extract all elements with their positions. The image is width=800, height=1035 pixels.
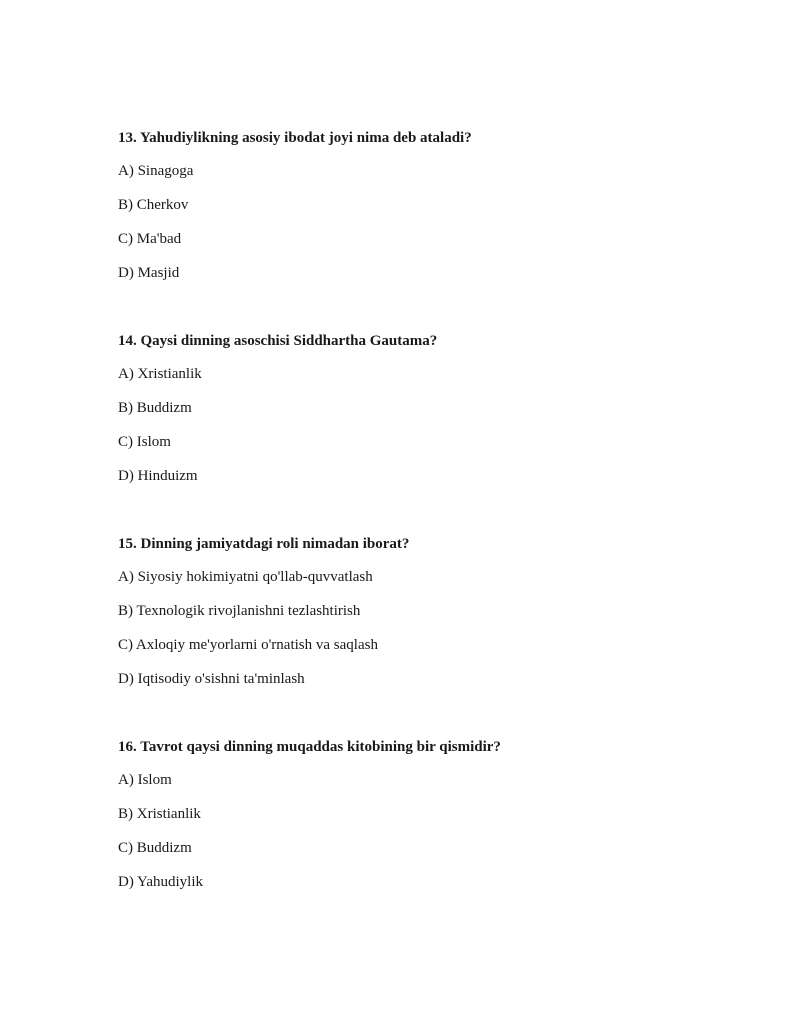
- option-b: B) Xristianlik: [118, 806, 201, 822]
- question-title: 16. Tavrot qaysi dinning muqaddas kitobining bir qismidir?: [118, 739, 501, 755]
- option-d: D) Masjid: [118, 265, 180, 281]
- question-title: 13. Yahudiylikning asosiy ibodat joyi nima deb ataladi?: [118, 130, 472, 146]
- option-b: B) Cherkov: [118, 197, 189, 213]
- option-a: A) Sinagoga: [118, 163, 194, 179]
- question-title: 15. Dinning jamiyatdagi roli nimadan iborat?: [118, 536, 410, 552]
- option-d: D) Iqtisodiy o'sishni ta'minlash: [118, 671, 305, 687]
- option-c: C) Axloqiy me'yorlarni o'rnatish va saqlash: [118, 637, 378, 653]
- option-a: A) Siyosiy hokimiyatni qo'llab-quvvatlash: [118, 569, 373, 585]
- option-d: D) Yahudiylik: [118, 874, 204, 890]
- option-b: B) Texnologik rivojlanishni tezlashtirish: [118, 603, 361, 619]
- option-c: C) Ma'bad: [118, 231, 182, 247]
- option-b: B) Buddizm: [118, 400, 192, 416]
- option-a: A) Islom: [118, 772, 172, 788]
- option-c: C) Islom: [118, 434, 171, 450]
- option-d: D) Hinduizm: [118, 468, 198, 484]
- option-c: C) Buddizm: [118, 840, 192, 856]
- question-title: 14. Qaysi dinning asoschisi Siddhartha Gautama?: [118, 333, 438, 349]
- option-a: A) Xristianlik: [118, 366, 202, 382]
